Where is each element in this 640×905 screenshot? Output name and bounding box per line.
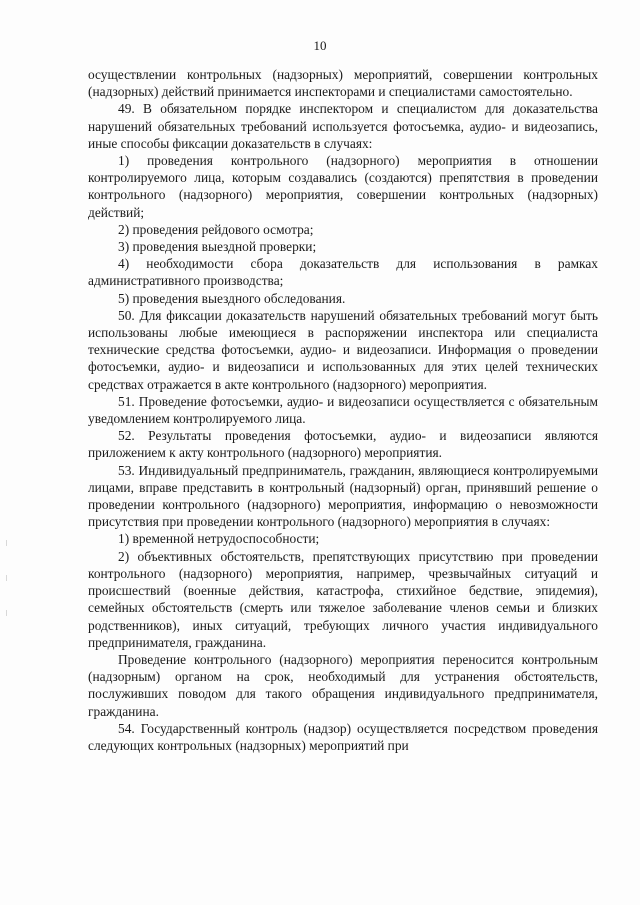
paragraph: 52. Результаты проведения фотосъемки, аудио- и видеозаписи являются приложением к акту контрольного (надзорного) мероприятия. xyxy=(88,428,598,461)
paragraph: 49. В обязательном порядке инспектором и специалистом для доказательства нарушений обязательных требований используется фотосъемка, аудио- и видеозапись, иные способы фиксации доказательств в случаях: xyxy=(88,101,598,151)
scan-margin-mark xyxy=(6,575,7,581)
list-item: 5) проведения выездного обследования. xyxy=(118,290,346,306)
paragraph: осуществлении контрольных (надзорных) мероприятий, совершении контрольных (надзорных) действий принимается инспекторами и специалистами самостоятельно. xyxy=(88,67,598,100)
paragraph: 54. Государственный контроль (надзор) осуществляется посредством проведения следующих контрольных (надзорных) мероприятий при xyxy=(88,720,598,753)
list-item: 3) проведения выездной проверки; xyxy=(118,239,317,255)
list-item: 1) временной нетрудоспособности; xyxy=(118,531,320,547)
paragraph: 53. Индивидуальный предприниматель, гражданин, являющиеся контролируемыми лицами, вправе представить в контрольный (надзорный) орган, принявший решение о проведении контрольного (надзорного) мероприятия, информацию о невозможности присутствия при проведении контрольного (надзорного) мероприятия в случаях: xyxy=(88,462,598,530)
list-item: 4) необходимости сбора доказательств для использования в рамках административного производства; xyxy=(88,256,598,289)
scan-margin-mark xyxy=(6,540,7,546)
paragraph: 51. Проведение фотосъемки, аудио- и видеозаписи осуществляется с обязательным уведомлением контролируемого лица. xyxy=(88,393,598,427)
page-number: 10 xyxy=(313,38,327,53)
list-item: 1) проведения контрольного (надзорного) мероприятия в отношении контролируемого лица, которым создавались (создаются) препятствия в проведении контрольного (надзорного) мероприятия, совершении контрольных (надзорных) действий; xyxy=(88,153,598,220)
scan-margin-mark xyxy=(6,610,7,616)
paragraph: Проведение контрольного (надзорного) мероприятия переносится контрольным (надзорным) органом на срок, необходимый для устранения обстоятельств, послуживших поводом для такого обращения индивидуального предпринимателя, гражданина. xyxy=(88,651,598,719)
list-item: 2) проведения рейдового осмотра; xyxy=(118,221,314,237)
list-item: 2) объективных обстоятельств, препятствующих присутствию при проведении контрольного (надзорного) мероприятия, например, чрезвычайных ситуаций и происшествий (военные действия, катастрофа, стихийное бедствие, эпидемия), семейных обстоятельств (смерть или тяжелое заболевание членов семьи и близких родственников), иных ситуаций, требующих личного участия индивидуального предпринимателя, гражданина. xyxy=(88,548,598,650)
paragraph: 50. Для фиксации доказательств нарушений обязательных требований могут быть использованы любые имеющиеся в распоряжении инспектора или специалиста технические средства фотосъемки, аудио- и видеозаписи. Информация о проведении фотосъемки, аудио- и видеозаписи и использованных для этих целей технических средствах отражается в акте контрольного (надзорного) мероприятия. xyxy=(88,307,598,392)
document-body xyxy=(88,66,598,754)
